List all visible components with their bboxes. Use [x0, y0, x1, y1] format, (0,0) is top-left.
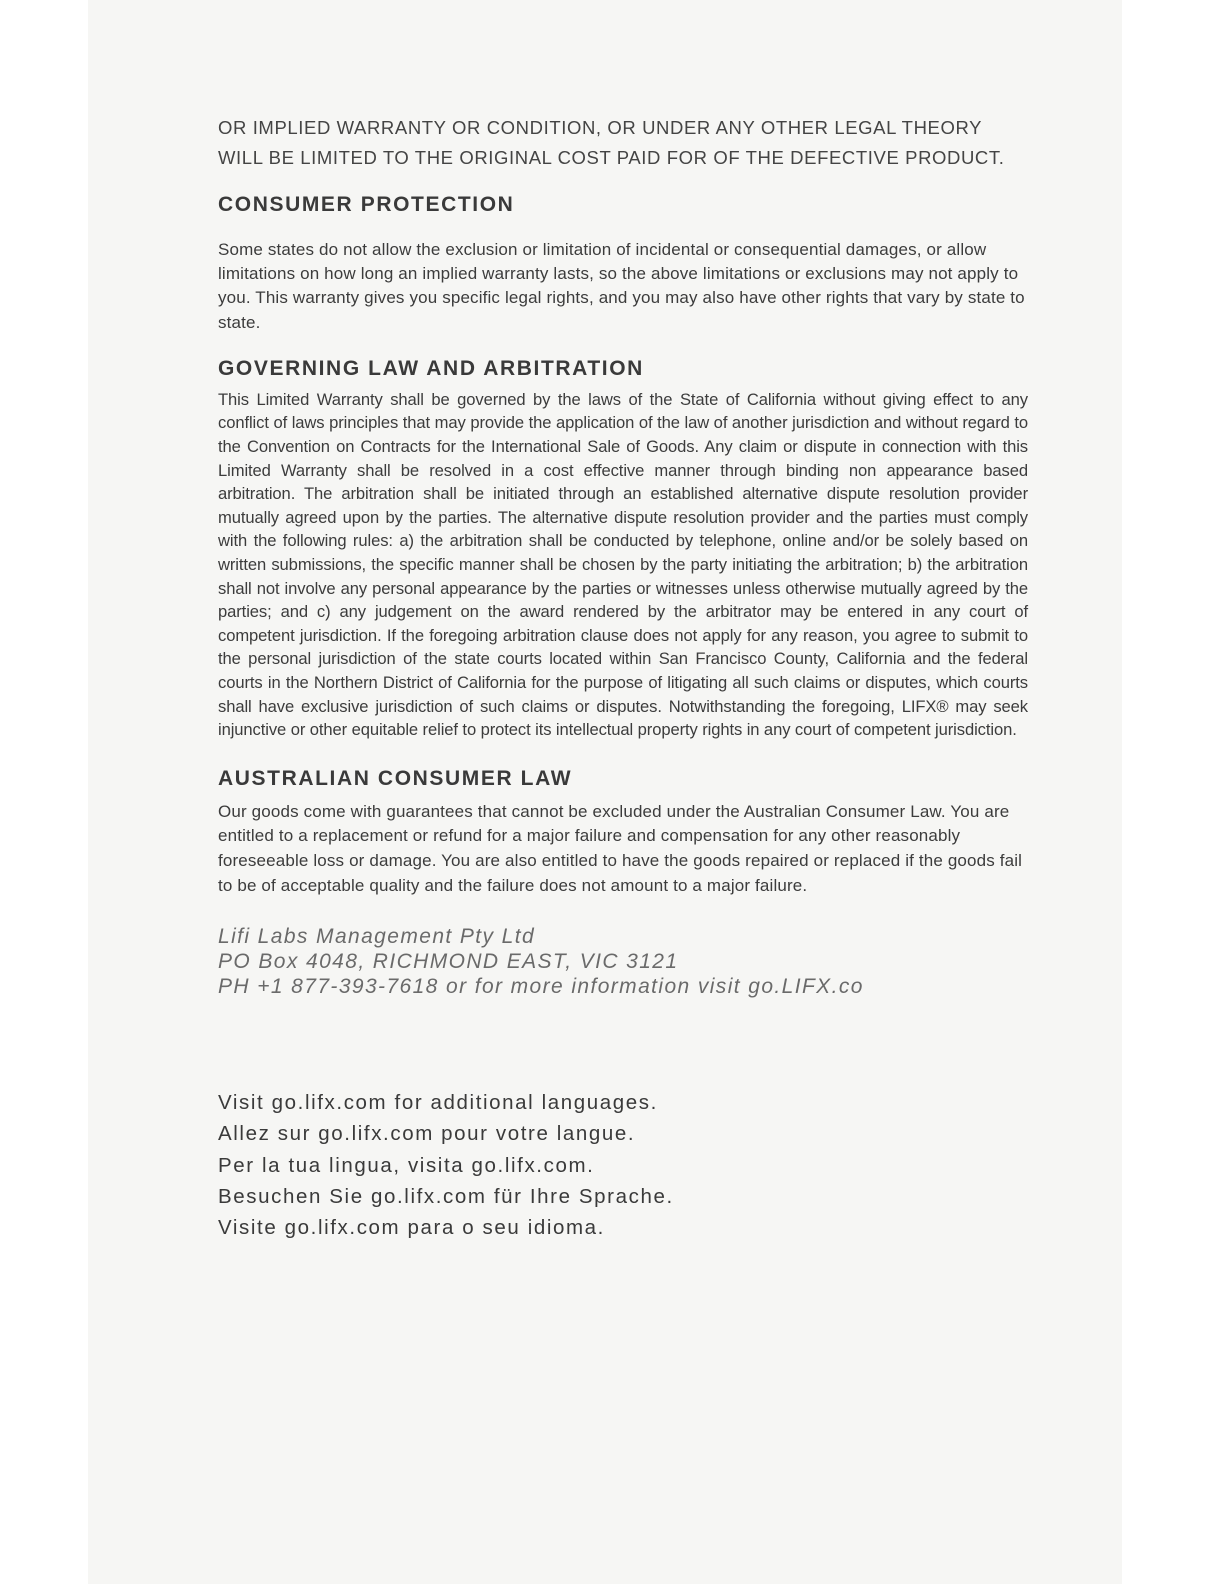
governing-law-heading: GOVERNING LAW AND ARBITRATION	[218, 356, 644, 380]
language-line-italian: Per la tua lingua, visita go.lifx.com.	[218, 1153, 595, 1177]
consumer-protection-text: Some states do not allow the exclusion or limitation of incidental or consequential damages, or allow limitations on how long an implied warranty lasts, so the above limitations or exclusions may not apply to you. This warranty gives you specific legal rights, and you may also have other rights that vary by state to state.	[218, 240, 1025, 332]
australian-consumer-law-heading: AUSTRALIAN CONSUMER LAW	[218, 766, 573, 790]
governing-law-text: This Limited Warranty shall be governed by the laws of the State of California without giving effect to any conflict of laws principles that may provide the application of the law of another jurisdiction and without regard to the Convention on Contracts for the International Sale of Goods. Any claim or dispute in connection with this Limited Warranty shall be resolved in a cost effective manner through binding non appearance based arbitration. The arbitration shall be initiated through an established alternative dispute resolution provider mutually agreed upon by the parties. The alternative dispute resolution provider and the parties must comply with the following rules: a) the arbitration shall be conducted by telephone, online and/or be solely based on written submissions, the specific manner shall be chosen by the party initiating the arbitration; b) the arbitration shall not involve any personal appearance by the parties or witnesses unless otherwise mutually agreed by the parties; and c) any judgement on the award rendered by the arbitrator may be entered in any court of competent jurisdiction. If the foregoing arbitration clause does not apply for any reason, you agree to submit to the personal jurisdiction of the state courts located within San Francisco County, California and the federal courts in the Northern District of California for the purpose of litigating all such claims or disputes, which courts shall have exclusive jurisdiction of such claims or disputes. Notwithstanding the foregoing, LIFX® may seek injunctive or other equitable relief to protect its intellectual property rights in any court of competent jurisdiction.	[218, 389, 1028, 740]
language-line-german: Besuchen Sie go.lifx.com für Ihre Sprache.	[218, 1184, 674, 1208]
language-line-english: Visit go.lifx.com for additional languages.	[218, 1091, 658, 1115]
language-line-portuguese: Visite go.lifx.com para o seu idioma.	[218, 1215, 605, 1239]
australian-consumer-law-text: Our goods come with guarantees that cannot be excluded under the Australian Consumer Law. You are entitled to a replacement or refund for a major failure and compensation for any other reasonably foreseeable loss or damage. You are also entitled to have the goods repaired or replaced if the goods fail to be of acceptable quality and the failure does not amount to a major failure.	[218, 801, 1023, 895]
phone-and-website: PH +1 877-393-7618 or for more information visit go.LIFX.co	[218, 975, 864, 999]
consumer-protection-heading: CONSUMER PROTECTION	[218, 193, 515, 216]
liability-limit-text: OR IMPLIED WARRANTY OR CONDITION, OR UNDER ANY OTHER LEGAL THEORY WILL BE LIMITED TO THE ORIGINAL COST PAID FOR OF THE DEFECTIVE PRODUCT.	[218, 117, 1005, 168]
company-name: Lifi Labs Management Pty Ltd	[218, 925, 536, 949]
warranty-content	[218, 113, 1028, 1243]
contact-block	[218, 924, 1028, 999]
postal-address: PO Box 4048, RICHMOND EAST, VIC 3121	[218, 950, 679, 974]
language-links	[218, 1087, 1028, 1243]
language-line-french: Allez sur go.lifx.com pour votre langue.	[218, 1122, 636, 1146]
